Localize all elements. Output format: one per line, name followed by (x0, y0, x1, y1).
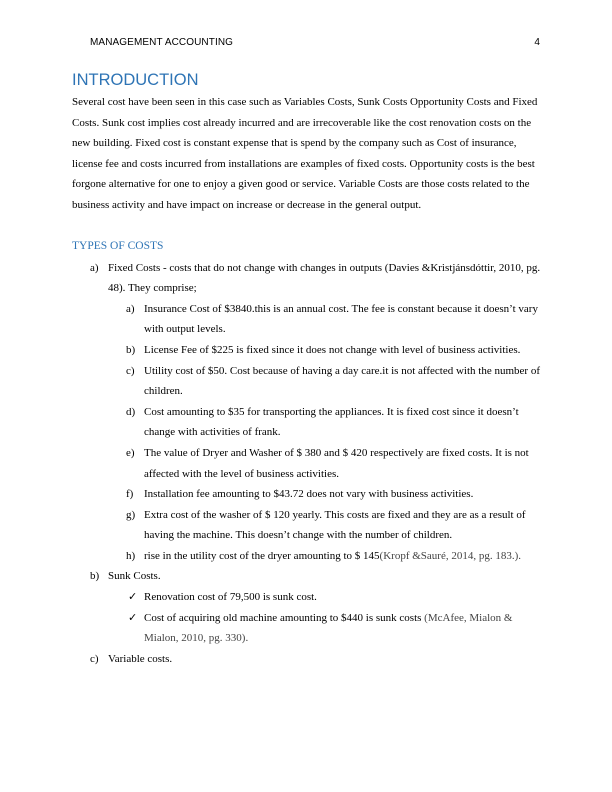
citation: (Kropf &Sauré, 2014, pg. 183.). (379, 549, 521, 562)
list-marker: b) (126, 343, 136, 356)
list-marker: c) (126, 364, 135, 377)
list-item-text: Extra cost of the washer of $ 120 yearly. This costs are fixed and they are as a result of having the machine. This doesn’t change with the number of children. (144, 508, 526, 542)
list-item-text: rise in the utility cost of the dryer amounting to $ 145 (144, 549, 380, 562)
list-item (108, 361, 542, 402)
list-marker: d) (126, 405, 136, 418)
list-item-text: Cost amounting to $35 for transporting the appliances. It is fixed cost since it doesn’t change with activities of frank. (144, 405, 519, 439)
list-item (108, 505, 542, 546)
list-marker: a) (90, 261, 99, 274)
introduction-heading: INTRODUCTION (72, 71, 199, 89)
checkmark-icon: ✓ (128, 611, 138, 624)
list-item (108, 546, 542, 567)
list-marker: a) (126, 302, 135, 315)
list-item (108, 402, 542, 443)
page-number: 4 (534, 37, 540, 48)
list-item (108, 340, 542, 361)
list-item (108, 484, 542, 505)
header-title: MANAGEMENT ACCOUNTING (90, 37, 234, 48)
list-item-text: Renovation cost of 79,500 is sunk cost. (144, 591, 317, 604)
list-marker: c) (90, 652, 99, 665)
list-item (108, 443, 542, 484)
citation: (McAfee, Mialon & Mialon, 2010, pg. 330). (144, 611, 513, 645)
fixed-costs-sublist (108, 299, 542, 567)
list-marker: b) (90, 570, 100, 583)
sunk-costs-item (72, 566, 542, 648)
types-of-costs-heading: TYPES OF COSTS (72, 239, 164, 252)
sunk-costs-text: Sunk Costs. (108, 570, 161, 583)
fixed-costs-item (72, 258, 542, 567)
checkmark-icon: ✓ (128, 591, 138, 604)
page-header (90, 37, 540, 48)
list-marker: f) (126, 488, 134, 501)
cost-types-list (72, 258, 542, 670)
list-marker: h) (126, 549, 136, 562)
sunk-costs-sublist (108, 587, 542, 649)
document-body (72, 70, 542, 669)
variable-costs-text: Variable costs. (108, 652, 173, 665)
introduction-paragraph: Several cost have been seen in this case such as Variables Costs, Sunk Costs Opportunity Costs and Fixed Costs. Sunk cost implies cost already incurred and are irrecoverable like the cost renovation costs on the new building. Fixed cost is constant expense that is spend by the company such as Cost of insurance, license fee and costs incurred from installations are examples of fixed costs. Opportunity costs is the best forgone alternative for one to enjoy a given good or service. Variable Costs are those costs related to the business activity and have impact on increase or decrease in the general output. (72, 96, 538, 211)
variable-costs-item (72, 649, 542, 670)
list-item-text: Cost of acquiring old machine amounting to $440 is sunk costs (144, 611, 425, 624)
list-item-text: The value of Dryer and Washer of $ 380 and $ 420 respectively are fixed costs. It is not affected with the level of business activities. (144, 446, 529, 480)
list-item-text: Insurance Cost of $3840.this is an annual cost. The fee is constant because it doesn’t vary with output levels. (144, 302, 538, 336)
list-item (108, 587, 542, 608)
list-marker: g) (126, 508, 136, 521)
list-item (108, 608, 542, 649)
fixed-costs-text: Fixed Costs - costs that do not change with changes in outputs (Davies &Kristjánsdóttir, 2010, pg. 48). They comprise; (108, 261, 541, 295)
list-marker: e) (126, 446, 135, 459)
list-item-text: Utility cost of $50. Cost because of having a day care.it is not affected with the number of children. (144, 364, 540, 398)
list-item-text: License Fee of $225 is fixed since it does not change with level of business activities. (144, 343, 521, 356)
list-item (108, 299, 542, 340)
list-item-text: Installation fee amounting to $43.72 does not vary with business activities. (144, 488, 474, 501)
